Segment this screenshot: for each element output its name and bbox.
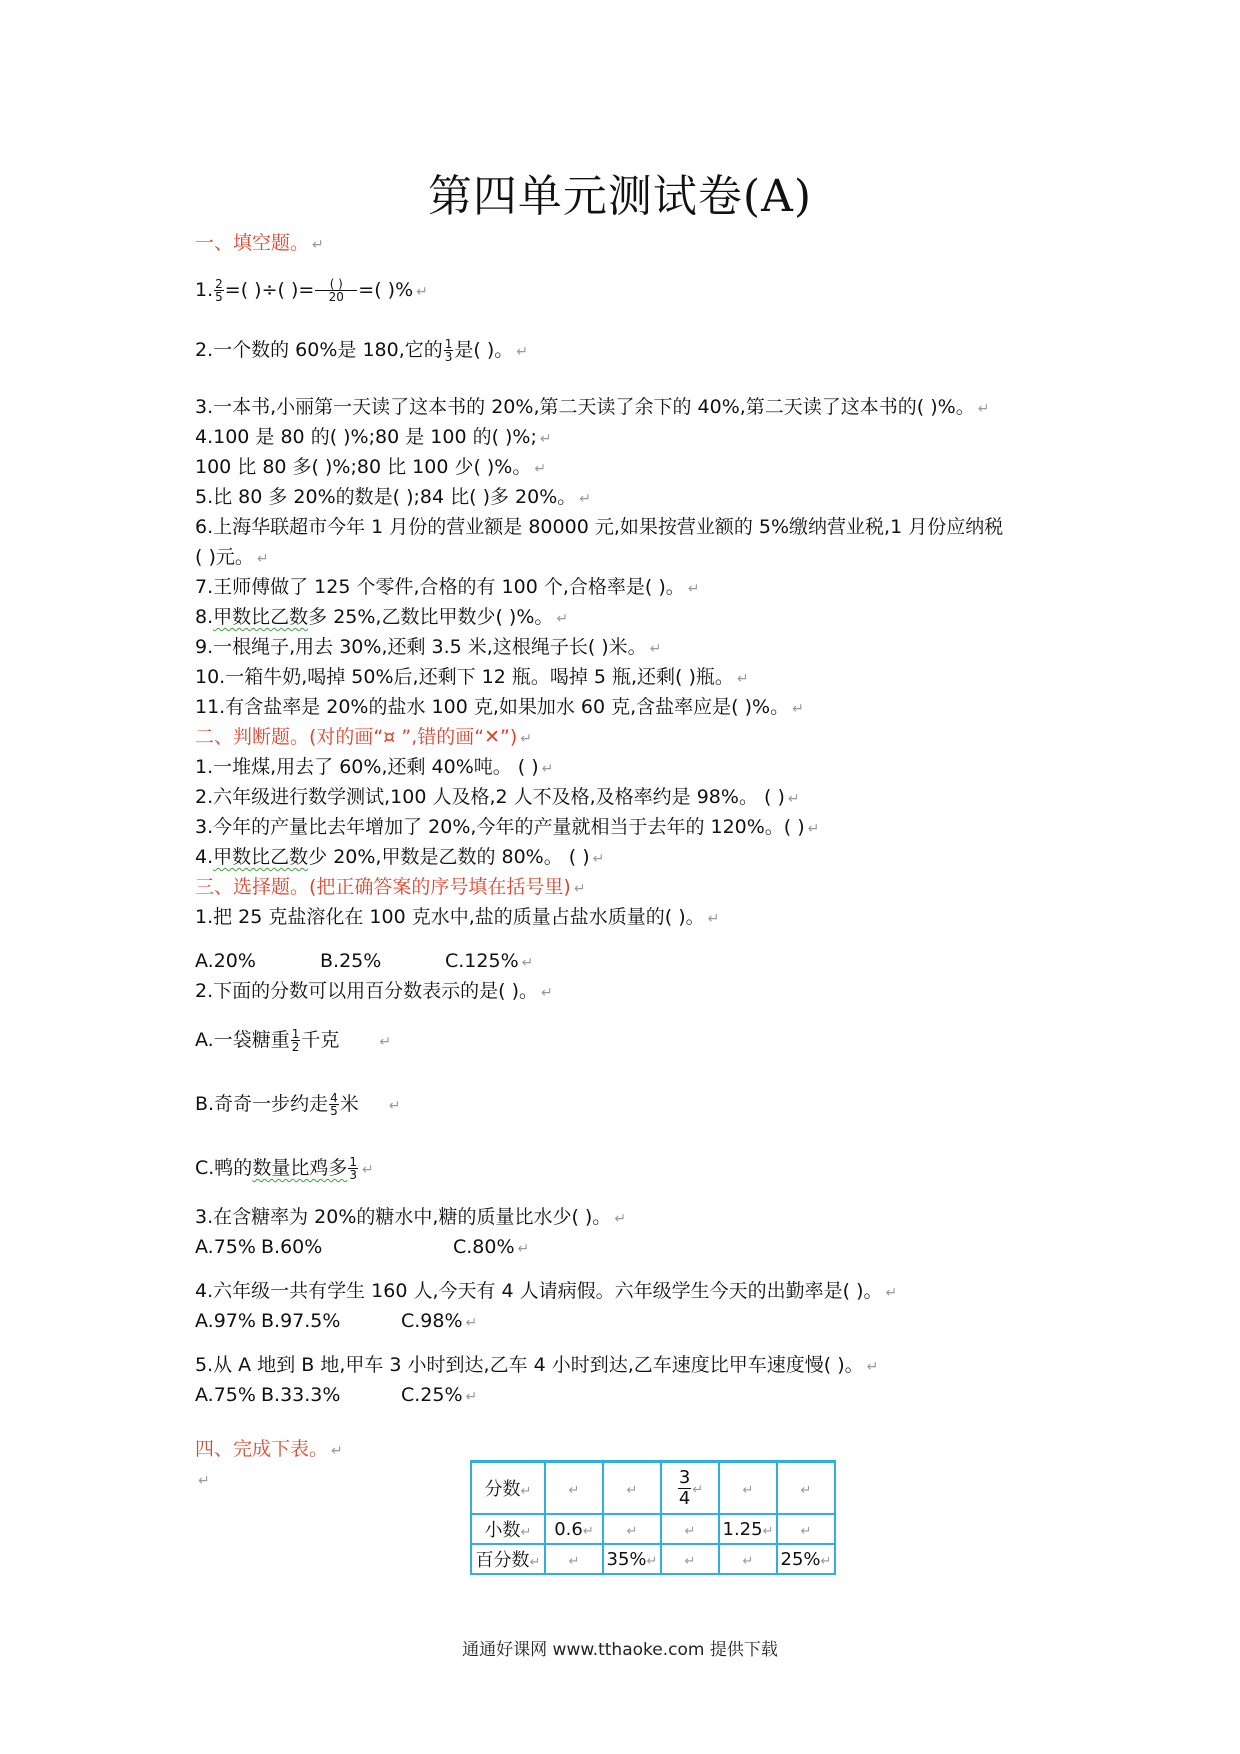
fill-q11: 11.有含盐率是 20%的盐水 100 克,如果加水 60 克,含盐率应是( )%。 ↵: [195, 696, 804, 718]
footer-credit: 通通好课网 www.tthaoke.com 提供下载: [462, 1640, 778, 1660]
choose-q5: 5.从 A 地到 B 地,甲车 3 小时到达,乙车 4 小时到达,乙车速度比甲车速度慢( )。 ↵: [195, 1354, 879, 1376]
fraction-1-3: $\frac{1}{3}$: [444, 337, 453, 364]
judge-q1: 1.一堆煤,用去了 60%,还剩 40%吨。 ( ) ↵: [195, 756, 554, 778]
choose-q1: 1.把 25 克盐溶化在 100 克水中,盐的质量占盐水质量的( )。 ↵: [195, 906, 720, 928]
fill-q6b: ( )元。 ↵: [195, 546, 269, 568]
table-cell: 35%↵: [603, 1544, 661, 1574]
choose-q2-option-b: B.奇奇一步约走 $\frac{4}{5}$ 米 ↵: [195, 1091, 401, 1118]
judge-q2: 2.六年级进行数学测试,100 人及格,2 人不及格,及格率约是 98%。 ( ) ↵: [195, 786, 800, 808]
fill-q1: 1. $\frac{2}{5}$ =( )÷( )= $\frac{( )}{20}$ =( )% ↵: [195, 277, 428, 304]
choose-q2: 2.下面的分数可以用百分数表示的是( )。 ↵: [195, 980, 553, 1002]
fill-q3: 3.一本书,小丽第一天读了这本书的 20%,第二天读了余下的 40%,第二天读了这本书的( )%。 ↵: [195, 396, 990, 418]
fill-q7: 7.王师傅做了 125 个零件,合格的有 100 个,合格率是( )。 ↵: [195, 576, 700, 598]
fill-q6a: 6.上海华联超市今年 1 月份的营业额是 80000 元,如果按营业额的 5%缴纳营业税,1 月份应纳税: [195, 516, 1004, 538]
table-row-head: 分数↵: [471, 1462, 545, 1515]
table-cell: ↵: [545, 1462, 603, 1515]
fraction-blank-20: $\frac{( )}{20}$: [315, 278, 357, 303]
choose-q3-options: A.75% B.60% C.80% ↵: [195, 1236, 530, 1258]
table-cell: ↵: [719, 1544, 777, 1574]
table-cell: 25%↵: [777, 1544, 835, 1574]
empty-paragraph: ↵: [198, 1473, 210, 1489]
exam-content: [195, 228, 1065, 1494]
table-row-head: 小数↵: [471, 1514, 545, 1544]
table-cell: 1.25↵: [719, 1514, 777, 1544]
table-cell: ↵: [777, 1514, 835, 1544]
section-fill-heading: 一、填空题。 ↵: [195, 232, 324, 254]
fraction-1-2: $\frac{1}{2}$: [291, 1027, 300, 1054]
fill-q4b: 100 比 80 多( )%;80 比 100 少( )%。 ↵: [195, 456, 547, 478]
table-cell: ↵: [719, 1462, 777, 1515]
choose-q4: 4.六年级一共有学生 160 人,今天有 4 人请病假。六年级学生今天的出勤率是( )。 ↵: [195, 1280, 898, 1302]
fraction-3-4: $\frac{3}{4}$: [678, 1466, 691, 1509]
fill-q5: 5.比 80 多 20%的数是( );84 比( )多 20%。 ↵: [195, 486, 592, 508]
choose-q3: 3.在含糖率为 20%的糖水中,糖的质量比水少( )。 ↵: [195, 1206, 627, 1228]
choose-q2-option-a: A.一袋糖重 $\frac{1}{2}$ 千克 ↵: [195, 1027, 392, 1054]
judge-q4: 4.甲数比乙数少 20%,甲数是乙数的 80%。 ( ) ↵: [195, 846, 605, 868]
fraction-2-5: $\frac{2}{5}$: [215, 277, 223, 304]
section-choose-heading: 三、选择题。(把正确答案的序号填在括号里) ↵: [195, 876, 586, 898]
section-judge-heading: 二、判断题。(对的画“¤ ”,错的画“✕”) ↵: [195, 726, 533, 748]
table-row: [471, 1514, 835, 1544]
table-cell: ↵: [777, 1462, 835, 1515]
choose-q4-options: A.97% B.97.5% C.98% ↵: [195, 1310, 478, 1332]
fill-q9: 9.一根绳子,用去 30%,还剩 3.5 米,这根绳子长( )米。 ↵: [195, 636, 662, 658]
choose-q1-options: A.20% B.25% C.125% ↵: [195, 950, 534, 972]
fill-q4a: 4.100 是 80 的( )%;80 是 100 的( )%; ↵: [195, 426, 552, 448]
page-title: 第四单元测试卷(A): [427, 171, 813, 222]
table-cell: ↵: [661, 1514, 719, 1544]
judge-q3: 3.今年的产量比去年增加了 20%,今年的产量就相当于去年的 120%。( ) ↵: [195, 816, 820, 838]
table-cell: ↵: [603, 1462, 661, 1515]
fill-q2: 2.一个数的 60%是 180,它的 $\frac{1}{3}$ 是( )。 ↵: [195, 337, 528, 364]
section-table-heading: 四、完成下表。 ↵: [195, 1438, 343, 1460]
fill-q10: 10.一箱牛奶,喝掉 50%后,还剩下 12 瓶。喝掉 5 瓶,还剩( )瓶。 ↵: [195, 666, 749, 688]
fill-q8: 8.甲数比乙数多 25%,乙数比甲数少( )%。 ↵: [195, 606, 569, 628]
table-cell: 0.6↵: [545, 1514, 603, 1544]
table-cell: $\frac{3}{4}$ ↵: [661, 1462, 719, 1515]
conversion-table: [470, 1460, 836, 1575]
table-row-head: 百分数↵: [471, 1544, 545, 1574]
conversion-table-wrap: [470, 1460, 836, 1575]
fraction-1-3-c: $\frac{1}{3}$: [349, 1155, 357, 1182]
fraction-4-5: $\frac{4}{5}$: [330, 1091, 338, 1118]
table-cell: ↵: [661, 1544, 719, 1574]
table-cell: ↵: [603, 1514, 661, 1544]
table-cell: ↵: [545, 1544, 603, 1574]
table-row: [471, 1544, 835, 1574]
choose-q2-option-c: C.鸭的数量比鸡多 $\frac{1}{3}$ ↵: [195, 1155, 374, 1182]
choose-q5-options: A.75% B.33.3% C.25% ↵: [195, 1384, 478, 1406]
table-row: [471, 1462, 835, 1515]
